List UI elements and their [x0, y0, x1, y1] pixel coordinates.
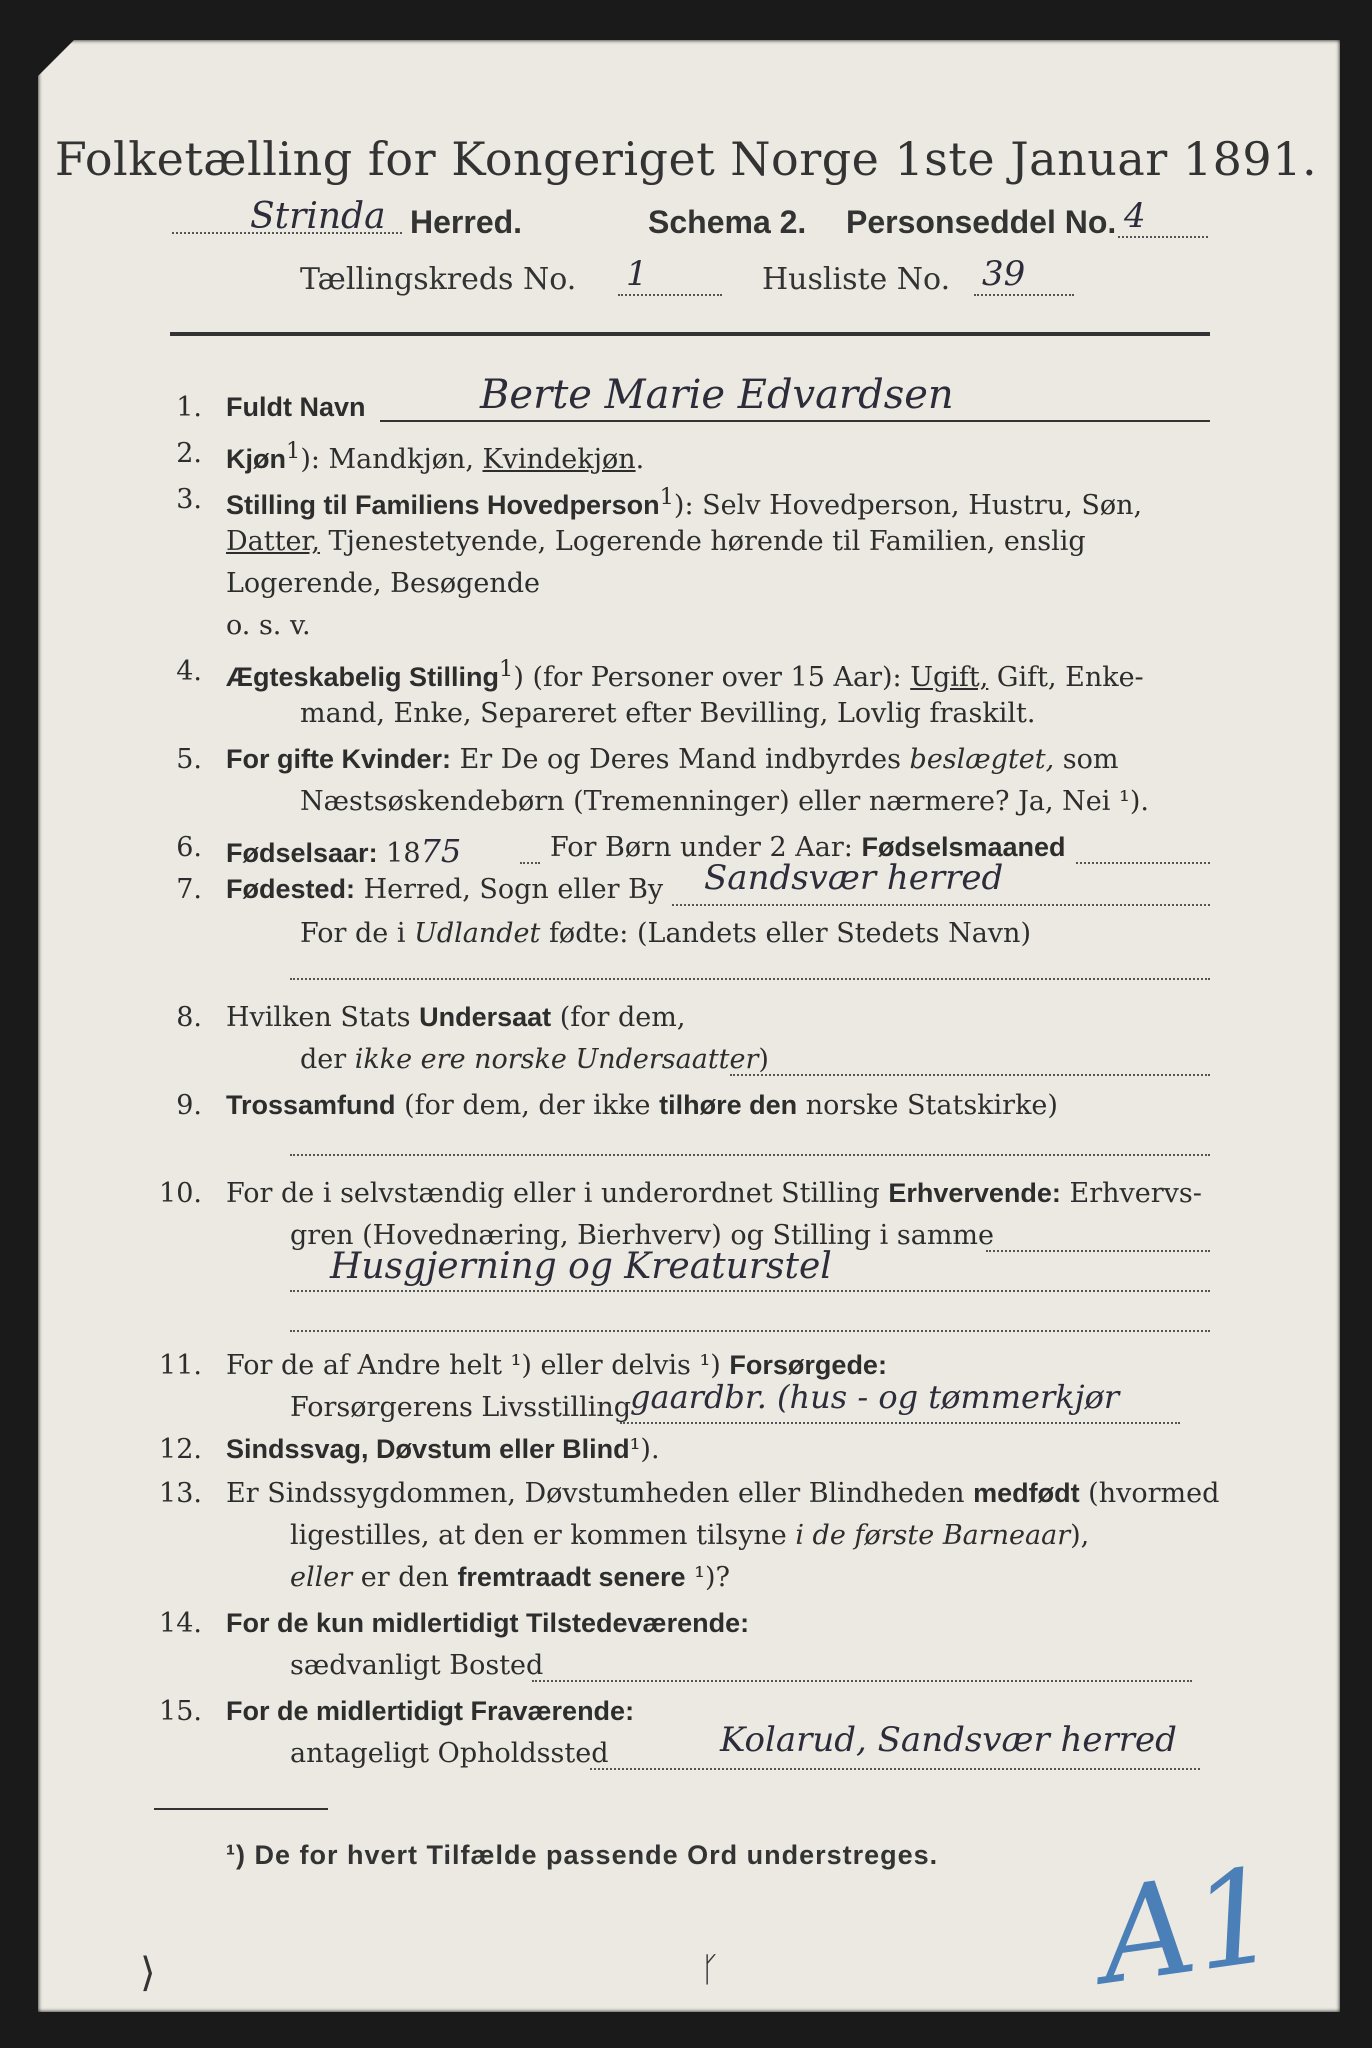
- field-6-year-prefix: 18: [377, 838, 421, 869]
- field-10-number: 10.: [159, 1178, 202, 1209]
- field-3-line1: Stilling til Familiens Hovedperson$^1$): Selv Hovedperson, Hustru, Søn,: [226, 484, 1143, 521]
- field-12-label: Sindssvag, Døvstum eller Blind: [226, 1434, 630, 1464]
- field-7-line1-text: Herred, Sogn eller By: [355, 874, 664, 905]
- field-8-line2b: ): [758, 1044, 769, 1075]
- field-7-line2: [300, 918, 1031, 949]
- field-13-line3-end: ¹)?: [685, 1562, 730, 1593]
- husliste-number: 39: [982, 254, 1026, 294]
- field-8-line1: [226, 1002, 685, 1033]
- field-13-line3a: er den: [352, 1562, 458, 1593]
- occupation-value: Husgjerning og Kreaturstel: [330, 1246, 832, 1287]
- field-3-line1-text: ): Selv Hovedperson, Hustru, Søn,: [673, 490, 1143, 521]
- field-6-rest-text: For Børn under 2 Aar:: [550, 832, 862, 863]
- field-5-label: For gifte Kvinder:: [226, 744, 452, 774]
- kreds-dotline: [618, 294, 722, 296]
- field-5-italic: beslægtet,: [909, 744, 1055, 775]
- footnote-rule: [154, 1808, 328, 1810]
- field-7-line1: [226, 874, 663, 905]
- field-10-line2-dots: [986, 1250, 1210, 1252]
- field-4-line1: Ægteskabelig Stilling$^1$) (for Personer over 15 Aar): Ugift, Gift, Enke-: [226, 656, 1144, 693]
- field-13-line2a: ligestilles, at den er kommen tilsyne: [290, 1520, 796, 1551]
- field-4-number: 4.: [176, 656, 202, 687]
- field-7-label: Fødested:: [226, 874, 356, 904]
- field-7-line2a: For de i: [300, 918, 415, 949]
- field-8-label: Hvilken Stats: [226, 1002, 420, 1033]
- field-7-dots: [672, 904, 1210, 906]
- field-2-end: .: [635, 444, 645, 475]
- field-5-number: 5.: [176, 744, 202, 775]
- field-4-line2: mand, Enke, Separeret efter Bevilling, Lovlig fraskilt.: [300, 698, 1036, 729]
- field-13-line2: [290, 1520, 1089, 1551]
- field-13-italic: i de første Barneaar: [795, 1520, 1071, 1551]
- kreds-number: 1: [626, 254, 648, 294]
- field-14-number: 14.: [159, 1608, 202, 1639]
- field-2-text: [226, 438, 644, 475]
- husliste-label: Husliste No.: [762, 262, 951, 297]
- field-13-line2b: ),: [1070, 1520, 1090, 1551]
- field-2-number: 2.: [176, 438, 202, 469]
- footnote: ¹) De for hvert Tilfælde passende Ord understreges.: [226, 1840, 939, 1870]
- field-10-line1a: For de i selvstændig eller i underordnet Stilling: [226, 1178, 889, 1209]
- field-8-label-bold: Undersaat: [419, 1002, 552, 1032]
- field-13-eller: eller: [290, 1562, 353, 1593]
- header-rule: [170, 332, 1210, 336]
- field-2-rest: ): Mandkjøn,: [300, 444, 483, 475]
- field-3-line2-text: Tjenestetyende, Logerende hørende til Familien, enslig: [319, 526, 1086, 557]
- field-13-number: 13.: [159, 1478, 202, 1509]
- field-10-line1: [226, 1178, 1202, 1209]
- field-6-number: 6.: [176, 832, 202, 863]
- field-4-line1-text: ) (for Personer over 15 Aar):: [513, 662, 911, 693]
- field-9-bold: tilhøre den: [659, 1090, 798, 1120]
- field-7-udlandet: Udlandet: [414, 918, 541, 949]
- field-15-dots: [590, 1768, 1200, 1770]
- kreds-label: Tællingskreds No.: [300, 262, 577, 297]
- field-11-bold: Forsørgede:: [729, 1350, 887, 1380]
- field-15-number: 15.: [159, 1696, 202, 1727]
- field-6-line: [226, 832, 461, 870]
- schema-label: Schema 2.: [648, 204, 807, 240]
- field-8-line2a: der: [300, 1044, 355, 1075]
- herred-label: Herred.: [410, 204, 523, 240]
- field-6-year-dots: [520, 862, 540, 864]
- folded-corner: [38, 40, 74, 76]
- field-5-line1: [226, 744, 1119, 775]
- field-13-line1-end: (hvormed: [1079, 1478, 1220, 1509]
- field-3-datter: Datter,: [226, 526, 320, 557]
- field-13-line1a: Er Sindssygdommen, Døvstumheden eller Blindheden: [226, 1478, 974, 1509]
- field-10-extra-dots: [290, 1330, 1210, 1332]
- full-name-line: [380, 420, 1210, 422]
- field-9-number: 9.: [176, 1090, 202, 1121]
- field-1-label: Fuldt Navn: [226, 392, 366, 422]
- form-title: Folketælling for Kongeriget Norge 1ste Januar 1891.: [54, 132, 1318, 186]
- personseddel-label: Personseddel No.: [846, 204, 1117, 240]
- field-5-line1-text: Er De og Deres Mand indbyrdes: [451, 744, 910, 775]
- field-9-line1: [226, 1090, 1058, 1121]
- herred-handwritten: Strinda: [250, 196, 386, 237]
- field-3-number: 3.: [176, 484, 202, 515]
- field-10-bold: Erhvervende:: [888, 1178, 1061, 1208]
- field-9-dots: [290, 1154, 1210, 1156]
- field-8-dots: [730, 1074, 1210, 1076]
- field-1-number: 1.: [176, 392, 202, 423]
- field-6-rest-bold: Fødselsmaaned: [861, 832, 1066, 862]
- field-13-line3-bold: fremtraadt senere: [457, 1562, 686, 1592]
- field-11-line1: [226, 1350, 887, 1381]
- full-name-value: Berte Marie Edvardsen: [480, 372, 954, 418]
- field-3-line4: o. s. v.: [226, 610, 311, 641]
- field-2-underlined: Kvindekjøn: [482, 444, 636, 475]
- birthplace-value: Sandsvær herred: [704, 858, 1004, 898]
- field-2-label: Kjøn: [226, 444, 286, 474]
- field-6-month-dots: [1076, 862, 1210, 864]
- field-12-number: 12.: [159, 1434, 202, 1465]
- field-15-line2: antageligt Opholdssted: [290, 1738, 609, 1769]
- field-13-bold: medfødt: [973, 1478, 1080, 1508]
- field-15-line1: For de midlertidigt Fraværende:: [226, 1696, 635, 1726]
- field-11-line1a: For de af Andre helt ¹) eller delvis ¹): [226, 1350, 730, 1381]
- field-11-number: 11.: [159, 1350, 202, 1381]
- field-11-dots: [620, 1422, 1180, 1424]
- personseddel-number: 4: [1124, 196, 1146, 236]
- field-12-line: [226, 1434, 660, 1465]
- field-3-line2: [226, 526, 1086, 557]
- field-6-label: Fødselsaar:: [226, 838, 378, 868]
- husliste-dotline: [974, 294, 1074, 296]
- birth-year-value: 75: [420, 832, 462, 870]
- field-11-line2: Forsørgerens Livsstilling: [290, 1392, 632, 1423]
- field-10-line1-end: Erhvervs-: [1060, 1178, 1202, 1209]
- stray-mark-center: ᚴ: [700, 1950, 721, 1990]
- field-8-line2: [300, 1044, 769, 1075]
- field-8-number: 8.: [176, 1002, 202, 1033]
- field-3-line3: Logerende, Besøgende: [226, 568, 540, 599]
- field-14-dots: [532, 1680, 1192, 1682]
- field-14-line1: For de kun midlertidigt Tilstedeværende:: [226, 1608, 750, 1638]
- field-8-italic: ikke ere norske Undersaatter: [354, 1044, 759, 1075]
- temporary-residence-value: Kolarud, Sandsvær herred: [720, 1720, 1177, 1760]
- archive-stamp: A1: [1090, 1838, 1287, 2014]
- field-13-line1: [226, 1478, 1219, 1509]
- stray-mark-left: ⟩: [140, 1950, 156, 1996]
- field-10-value-dots: [290, 1290, 1210, 1292]
- field-14-line2: sædvanligt Bosted: [290, 1650, 544, 1681]
- field-7-line2b: fødte: (Landets eller Stedets Navn): [540, 918, 1031, 949]
- field-10-line2: gren (Hovednæring, Bierhverv) og Stilling i samme: [290, 1220, 995, 1251]
- field-13-line3: [290, 1562, 730, 1593]
- field-4-label: Ægteskabelig Stilling: [226, 662, 500, 692]
- field-9-line1-text: (for dem, der ikke: [395, 1090, 660, 1121]
- field-9-label: Trossamfund: [226, 1090, 396, 1120]
- field-2-sup: 1: [286, 438, 301, 464]
- field-3-label: Stilling til Familiens Hovedperson: [226, 490, 660, 520]
- provider-occupation-value: gaardbr. (hus - og tømmerkjør: [630, 1378, 1120, 1416]
- field-9-line1-end: norske Statskirke): [797, 1090, 1058, 1121]
- personseddel-dotline: [1118, 236, 1208, 238]
- field-7-foreign-dots: [290, 978, 1210, 980]
- field-12-end: ¹).: [629, 1434, 660, 1465]
- field-5-line2: Næstsøskendebørn (Tremenninger) eller nærmere? Ja, Nei ¹).: [300, 786, 1149, 817]
- field-4-ugift: Ugift,: [910, 662, 989, 693]
- field-5-line1-end: som: [1054, 744, 1119, 775]
- field-4-line1-end: Gift, Enke-: [988, 662, 1144, 693]
- field-7-number: 7.: [176, 874, 202, 905]
- field-8-line1-text: (for dem,: [551, 1002, 686, 1033]
